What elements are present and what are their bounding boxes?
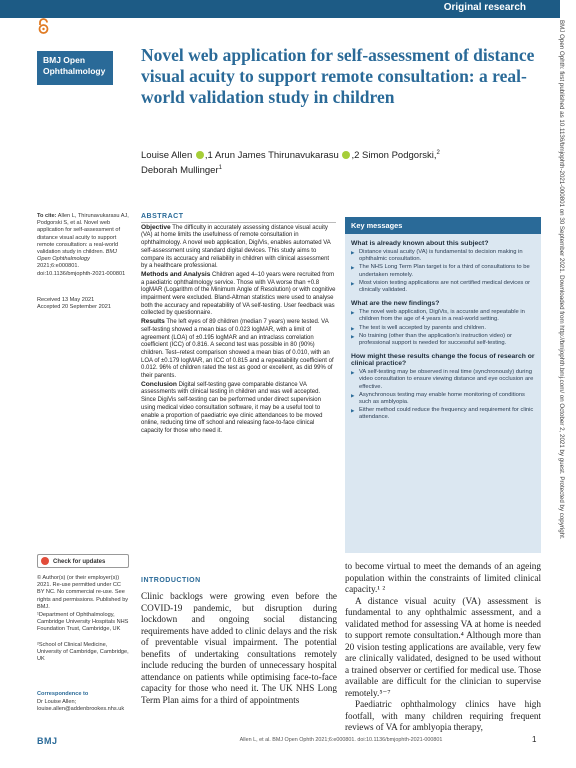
article-title: Novel web application for self-assessment of distance visual acuity to support remote consultation: a real-world validation study in children [141,45,535,107]
list-item: ▶ The novel web application, DigiVis, is accurate and repeatable in children from the age of 4 years in a real-world setting. [351,309,535,323]
author-text: Deborah Mullinger [141,165,219,177]
journal-logo[interactable]: BMJ Open Ophthalmology [37,51,113,85]
author-text: ,1 Arun James Thirunavukarasu [204,150,342,162]
list-item: ▶ The NHS Long Term Plan target is for a third of consultations to be undertaken remotely. [351,264,535,278]
correspondence-label: Correspondence to [37,691,89,697]
check-updates-button[interactable]: Check for updates [37,554,129,568]
citation-block [37,213,129,278]
author-list: Louise Allen ,1 Arun James Thirunavukarasu ,2 Simon Podgorski,$^2$ Deborah Mullinger$^1$ [141,150,440,177]
intro-paragraph: to become virtual to meet the demands of an ageing population within the constraints of limited clinical capacity.¹ ² [345,561,541,594]
author-text: ,2 Simon Podgorski, [351,150,437,162]
footer-citation: Allen L, et al. BMJ Open Ophth 2021;6:e000801. doi:10.1136/bmjophth-2021-000801 [239,737,443,743]
list-item: ▶ Distance visual acuity (VA) is fundamental to decision making in ophthalmic consultation. [351,249,535,263]
conclusion-label: Conclusion [141,380,177,388]
received-date: Received 13 May 2021 [37,297,95,303]
intro-column-2 [345,561,541,734]
key-question-1: What is already known about this subject? [351,240,489,247]
key-question-2: What are the new findings? [351,300,440,308]
list-item: ▶ VA self-testing may be observed in real time (synchronously) during video consultation to ensure viewing distance and eye occlusion are effective. [351,369,535,391]
affiliation-2: ²School of Clinical Medicine, University of Cambridge, Cambridge, UK [37,642,129,663]
cite-text: Allen L, Thirunavukarasu AJ, Podgorski S, et al. Novel web application for self-assessment of distance visual acuity to support remote consultation: a real-world validation study in children. [37,213,129,256]
copyright-notice: © Author(s) (or their employer(s)) 2021. Re-use permitted under CC BY NC. No commercial re-use. See rights and permissions. Published by BMJ. [37,575,129,610]
open-access-icon [37,18,50,34]
abstract-heading: ABSTRACT [141,213,336,223]
objective-label: Objective [141,223,171,231]
accepted-date: Accepted 20 September 2021 [37,304,112,311]
intro-paragraph: A distance visual acuity (VA) assessment is fundamental to any ophthalmic assessment, and a validated method for assessing VA at home is needed to support remote consultation.⁴ Although more than 20 vision testing applications are available, very few are clinically validated, designed to be used without a trained observer or certified for medical use. Those available are difficult for the clinician to supervise remotely.⁵⁻⁷ [345,595,541,698]
author-text: Louise Allen [141,150,195,162]
list-item: ▶ Asynchronous testing may enable home monitoring of conditions such as amblyopia. [351,392,535,406]
cite-ref: 2021;6:e000801. doi:10.1136/bmjophth-2021-000801 [37,263,126,277]
key-messages-box [345,217,541,553]
section-label: Original research [443,2,526,13]
vertical-copyright-note[interactable]: BMJ Open Ophth: first published as 10.1136/bmjophth-2021-000801 on 30 September 2021. Downloaded from http://bmjophth.bmj.com/ on October 2, 2021 by guest. Protected by copyright. [558,20,565,540]
dates-block [37,297,129,311]
page-number: 1 [532,735,537,744]
key-question-3: How might these results change the focus of research or clinical practice? [351,353,535,368]
key-messages-title: Key messages [345,217,541,234]
bmj-logo: BMJ [37,736,58,746]
section-header-bar [0,0,560,18]
methods-text: Children aged 4–10 years were recruited from a paediatric ophthalmology service. Those with VA worse than +0.8 logMAR (Logarithm of the Minimum Angle of Resolution) or with cognitive impairment were excluded. Bland-Altman statistics were used to analyse both the accuracy and repeatability of VA self-testing. User feedback was collected by questionnaire. [141,271,336,317]
list-item: ▶ No training (other than the application's instruction video) or professional support is needed for successful self-testing. [351,333,535,347]
conclusion-text: Digital self-testing gave comparable distance VA assessments with clinical testing in children and was well accepted. Since DigiVis self-testing can be performed under direct supervision using medical video consultation software, it may be a useful tool to enable a proportion of paediatric eye clinic attendances to be moved online, reducing time off school and releasing face-to-face clinical capacity for those who need it. [141,381,323,434]
affiliation-1: ¹Department of Ophthalmology, Cambridge University Hospitals NHS Foundation Trust, Cambridge, UK [37,612,129,633]
orcid-icon[interactable] [342,151,350,159]
methods-label: Methods and Analysis [141,270,211,278]
correspondence-text[interactable]: Dr Louise Allen; louise.allen@addenbrookes.nhs.uk [37,699,125,713]
introduction-heading: INTRODUCTION [141,577,201,584]
list-item: ▶ Either method could reduce the frequency and requirement for clinic attendance. [351,407,535,421]
list-item: ▶ Most vision testing applications are not certified medical devices or clinically validated. [351,280,535,294]
cite-journal: BMJ Open Ophthalmology [37,249,117,263]
objective-text: The difficulty in accurately assessing distance visual acuity (VA) at home limits the usefulness of remote consultation in ophthalmology. A novel web application, DigiVis, enables automated VA self-assessment using standard digital devices. This study aims to compare its accuracy and reliability in children with clinical assessment by a healthcare professional. [141,224,331,270]
list-item: ▶ The test is well accepted by parents and children. [351,325,535,332]
results-text: The left eyes of 89 children (median 7 years) were tested. VA self-testing showed a mean bias of 0.023 logMAR, with a limit of agreement (LOA) of ±0.195 logMAR and an intraclass correlation coefficient (ICC) of 0.816. A second test was possible in 80 (90%) children. Test–retest comparison showed a mean bias of 0.010, with an LOA of ±0.179 logMAR, an ICC of 0.815 and a repeatability coefficient of 0.012. 96% of children rated the test as good or excellent, as did 99% of their parents. [141,319,334,380]
cite-label: To cite: [37,213,57,219]
orcid-icon[interactable] [196,151,204,159]
intro-column-1: Clinic backlogs were growing even before the COVID-19 pandemic, but disruption during lockdown and ongoing social distancing requirements have added to clinic delays and the risk of preventable visual impairment. The potential benefits of undertaking consultations remotely include reducing the burden of unnecessary hospital attendance on patients while optimising face-to-face capacity for those who need it. The UK NHS Long Term Plan aims for a third of appointments [141,591,337,705]
intro-paragraph: Paediatric ophthalmology clinics have high footfall, with many children requiring frequent reviews of VA for amblyopia therapy, [345,699,541,732]
results-label: Results [141,318,165,326]
abstract [141,213,336,436]
